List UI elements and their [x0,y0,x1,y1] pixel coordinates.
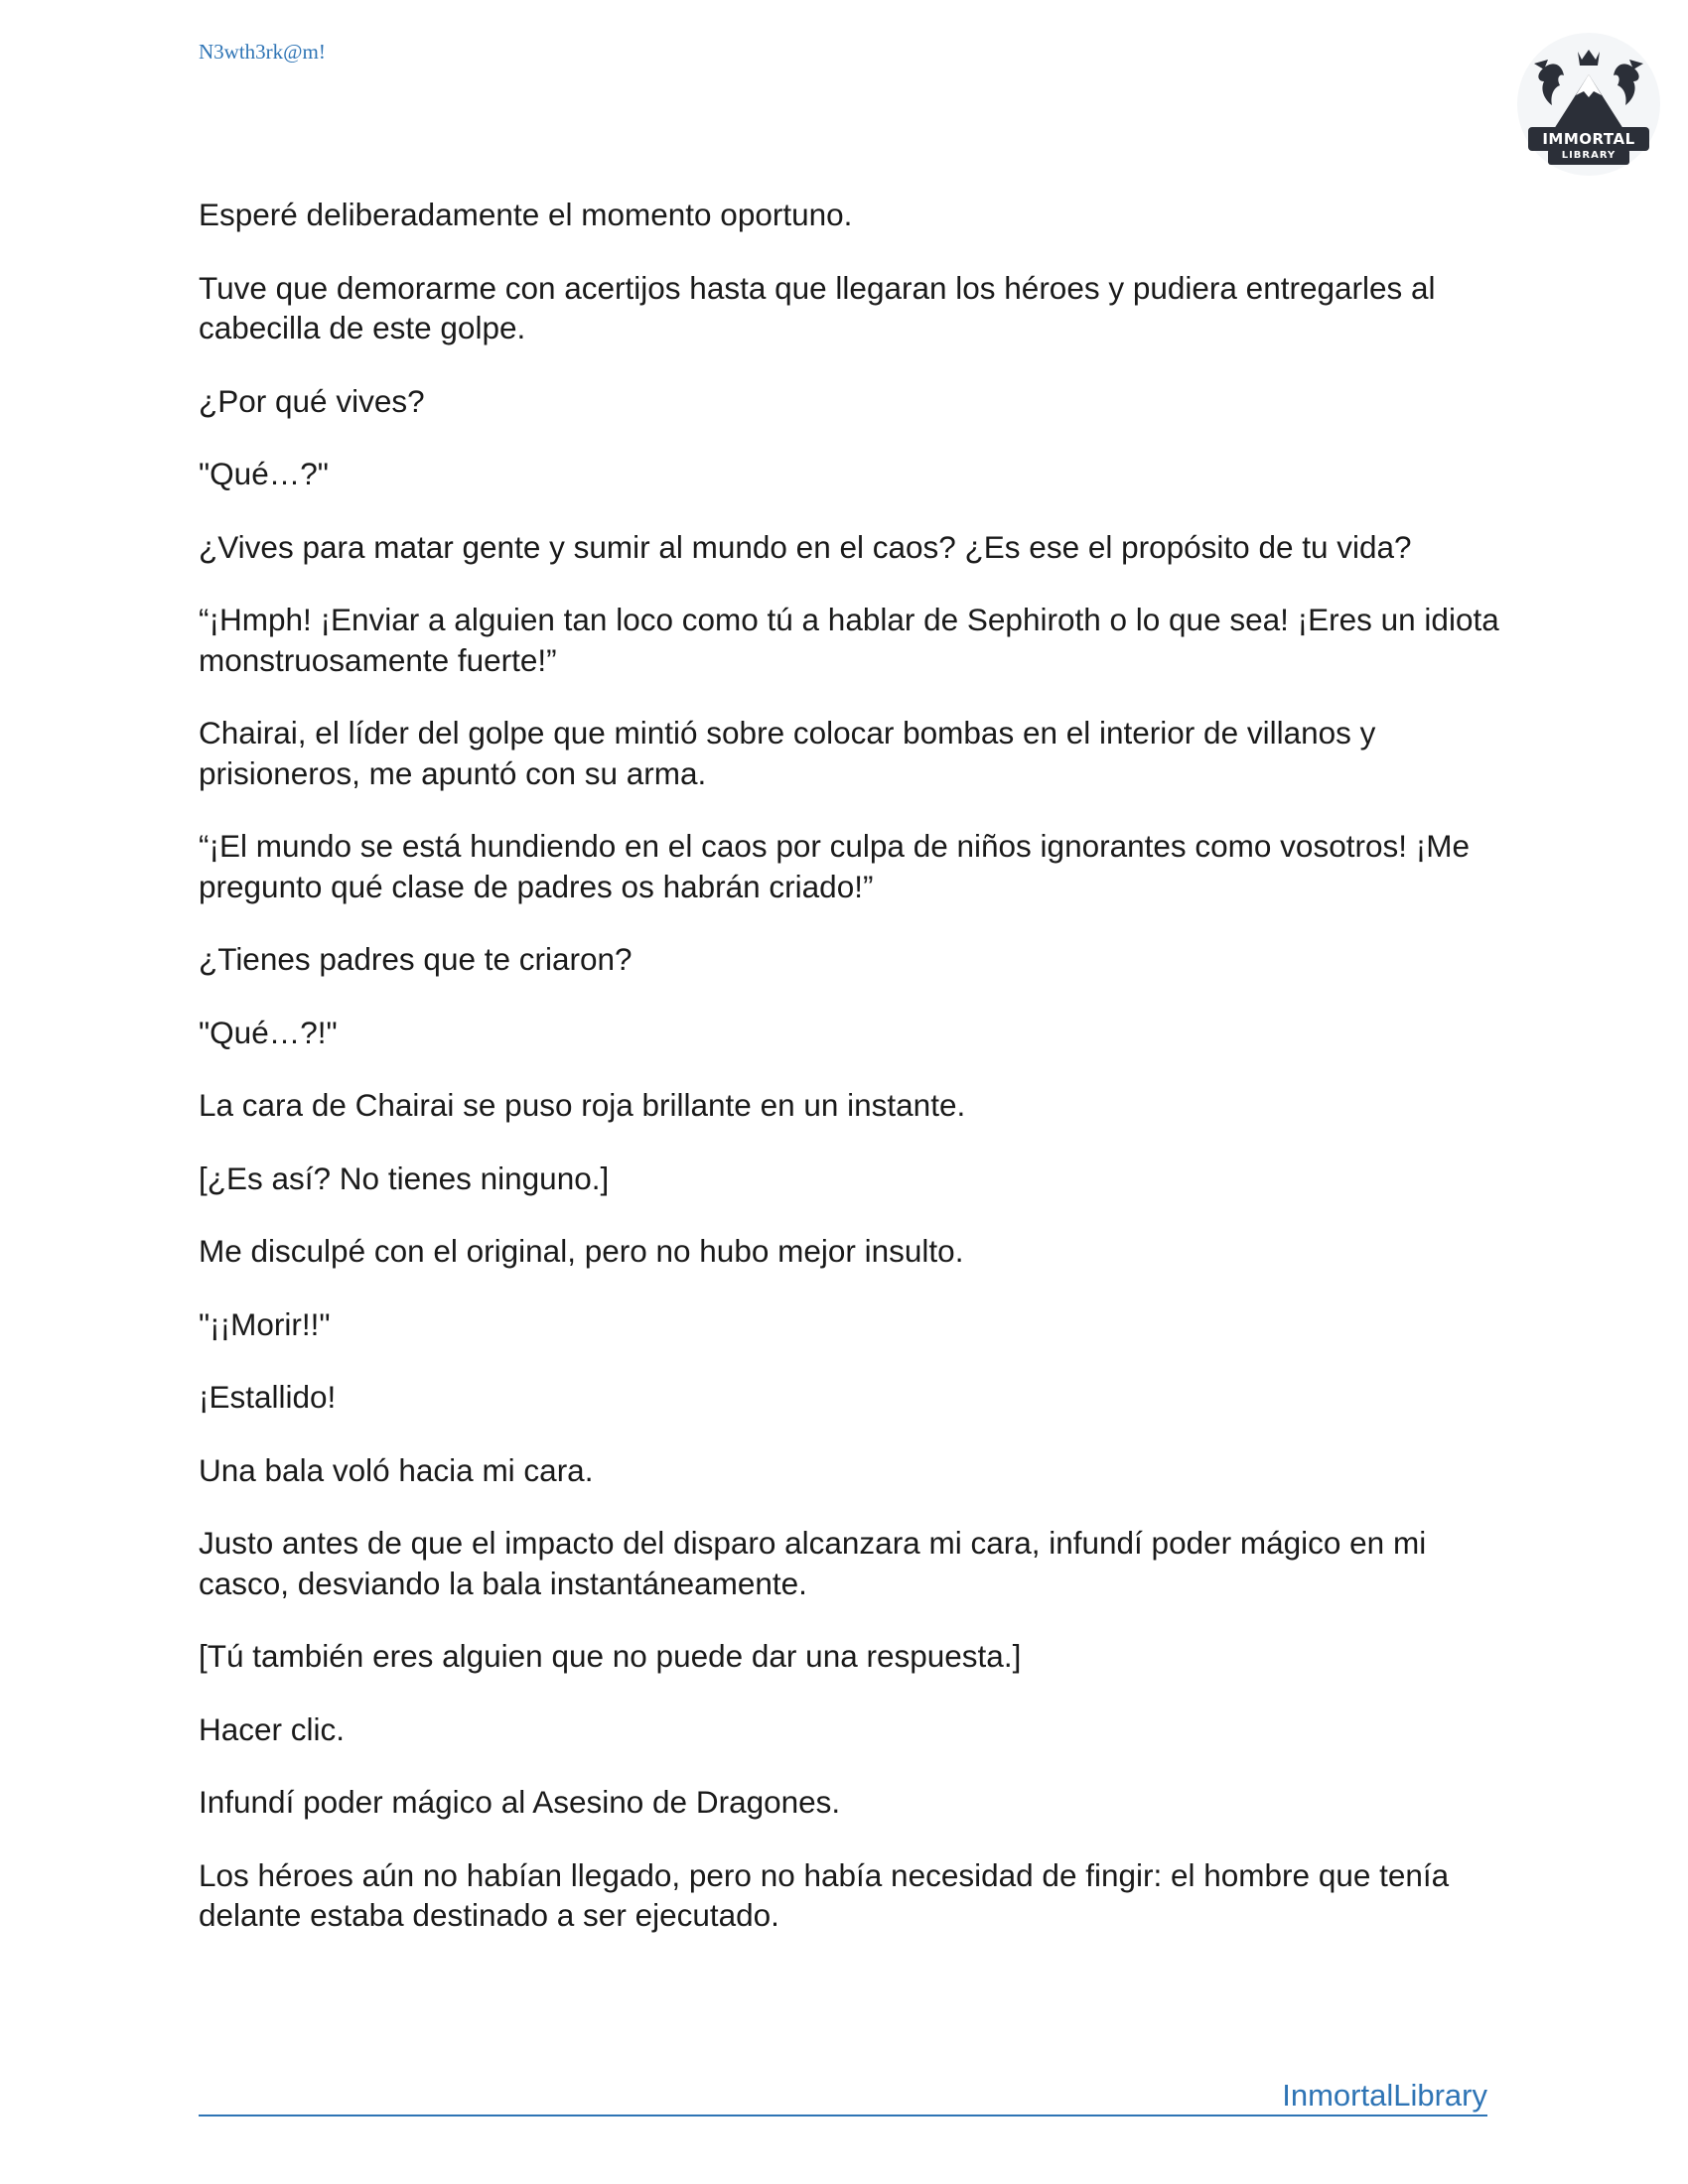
logo-text-top: IMMORTAL [1542,130,1635,148]
paragraph: ¿Por qué vives? [199,382,425,419]
header-tag: N3wth3rk@m! [199,40,326,64]
paragraph: Esperé deliberadamente el momento oportuno. [199,197,853,232]
paragraph: Chairai, el líder del golpe que mintió sobre colocar bombas en el interior de villanos y prisioneros, me apuntó con su arma. [199,715,1376,791]
logo-text-bottom: LIBRARY [1561,150,1617,161]
paragraph: ¿Tienes padres que te criaron? [199,941,633,977]
paragraph: Me disculpé con el original, pero no hubo mejor insulto. [199,1233,964,1269]
paragraph: Infundí poder mágico al Asesino de Dragones. [199,1784,841,1820]
paragraph: Una bala voló hacia mi cara. [199,1451,594,1488]
chapter-body [199,195,1499,1969]
paragraph: Los héroes aún no habían llegado, pero no había necesidad de fingir: el hombre que tenía delante estaba destinado a ser ejecutado. [199,1856,1450,1933]
paragraph: ¿Vives para matar gente y sumir al mundo en el caos? ¿Es ese el propósito de tu vida? [199,528,1412,565]
paragraph: "Qué…?!" [199,1014,338,1050]
paragraph: "¡¡Morir!!" [199,1305,331,1342]
paragraph: Hacer clic. [199,1710,346,1747]
footer-library-link[interactable]: InmortalLibrary [1282,2078,1487,2113]
paragraph: "Qué…?" [199,456,329,491]
paragraph: [¿Es así? No tienes ninguno.] [199,1160,610,1196]
paragraph: “¡El mundo se está hundiendo en el caos por culpa de niños ignorantes como vosotros! ¡Me pregunto qué clase de padres os habrán criado!” [199,828,1470,904]
paragraph: [Tú también eres alguien que no puede dar una respuesta.] [199,1638,1022,1674]
paragraph: “¡Hmph! ¡Enviar a alguien tan loco como tú a hablar de Sephiroth o lo que sea! ¡Eres un idiota monstruosamente fuerte!” [199,602,1499,678]
paragraph: La cara de Chairai se puso roja brillante en un instante. [199,1087,966,1123]
paragraph: ¡Estallido! [199,1379,337,1415]
immortal-library-logo [1514,30,1663,179]
paragraph: Justo antes de que el impacto del disparo alcanzara mi cara, infundí poder mágico en mi casco, desviando la bala instantáneamente. [199,1525,1427,1601]
footer-rule [199,2115,1487,2116]
paragraph: Tuve que demorarme con acertijos hasta que llegaran los héroes y pudiera entregarles al cabecilla de este golpe. [199,269,1436,345]
